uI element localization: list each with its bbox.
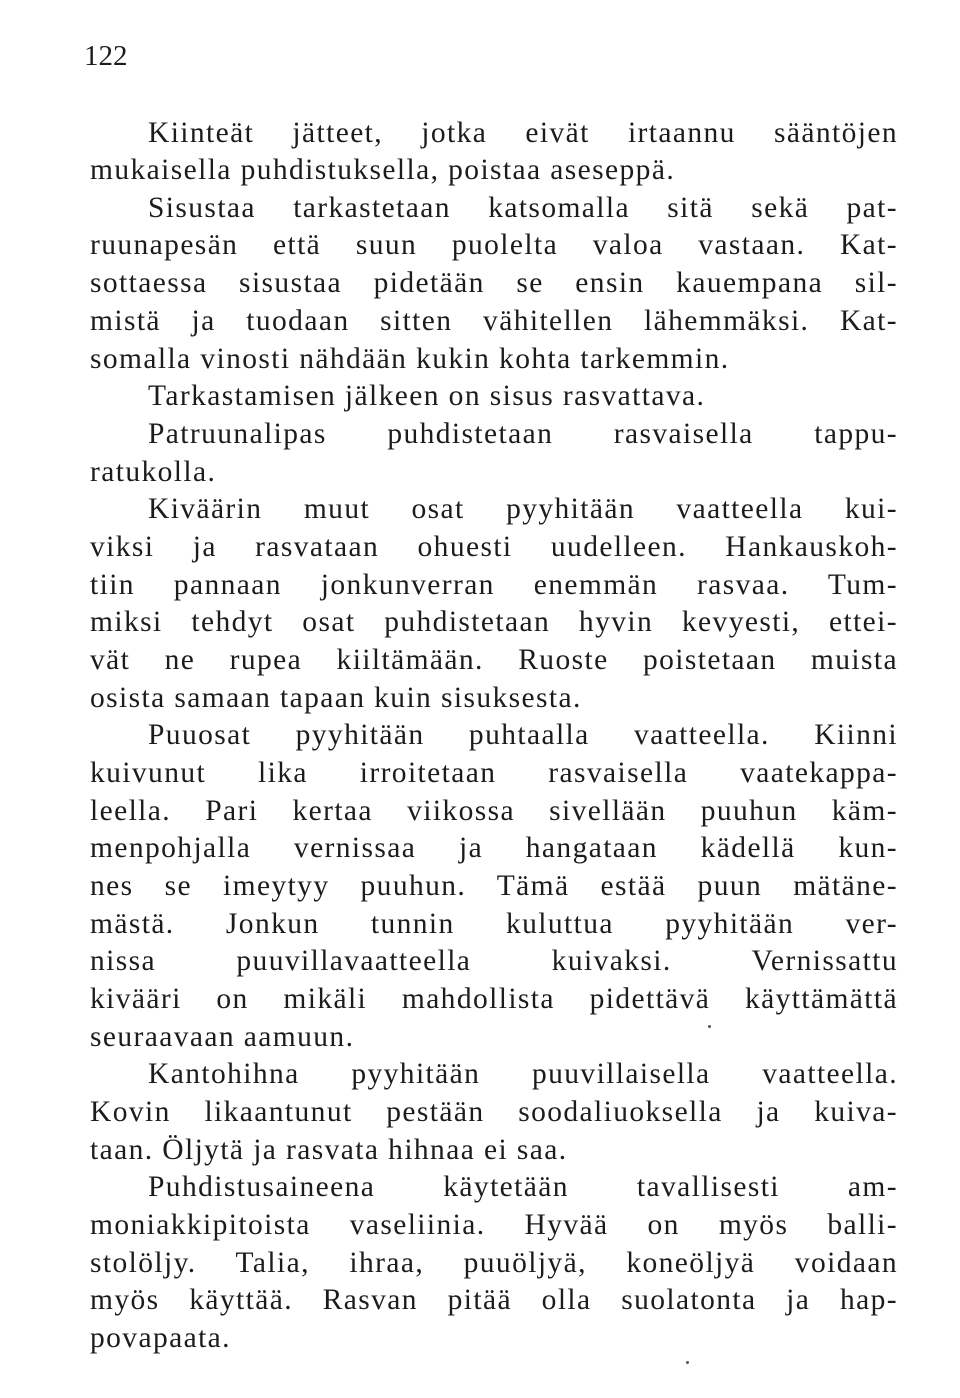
text-line: mukaisella puhdistuksella, poistaa aseseppä. [90,154,676,186]
text-line: leella. Pari kertaa viikossa sivellään puuhun käm- [90,795,898,827]
text-line: stolöljy. Talia, ihraa, puuöljyä, koneöljyä voidaan [90,1247,898,1279]
text-line: Puuosat pyyhitään puhtaalla vaatteella. Kiinni [148,719,898,751]
text-line: nes se imeytyy puuhun. Tämä estää puun mätäne- [90,870,898,902]
print-speck [708,1025,711,1028]
text-line: kivääri on mikäli mahdollista pidettävä käyttämättä [90,983,898,1015]
text-line: ratukolla. [90,456,217,488]
page-number: 122 [84,40,128,72]
text-line: nissa puuvillavaatteella kuivaksi. Vernissattu [90,945,898,977]
text-line: sottaessa sisustaa pidetään se ensin kauempana sil- [90,267,898,299]
text-line: vät ne rupea kiiltämään. Ruoste poistetaan muista [90,644,898,676]
text-line: tiin pannaan jonkunverran enemmän rasvaa. Tum- [90,569,898,601]
text-line: moniakkipitoista vaseliinia. Hyvää on myös balli- [90,1209,898,1241]
text-line: somalla vinosti nähdään kukin kohta tarkemmin. [90,343,730,375]
text-line: miksi tehdyt osat puhdistetaan hyvin kevyesti, ettei- [90,606,898,638]
text-line: Kovin likaantunut pestään soodaliuoksella ja kuiva- [90,1096,898,1128]
text-line: myös käyttää. Rasvan pitää olla suolatonta ja hap- [90,1284,898,1316]
text-line: osista samaan tapaan kuin sisuksesta. [90,682,582,714]
text-line: Sisustaa tarkastetaan katsomalla sitä sekä pat- [148,192,898,224]
text-line: mistä ja tuodaan sitten vähitellen lähemmäksi. Kat- [90,305,898,337]
text-line: Patruunalipas puhdistetaan rasvaisella tappu- [148,418,898,450]
text-line: Kiväärin muut osat pyyhitään vaatteella kui- [148,493,898,525]
text-line: seuraavaan aamuun. [90,1021,355,1053]
text-line: Tarkastamisen jälkeen on sisus rasvattava. [148,380,706,412]
text-line: taan. Öljytä ja rasvata hihnaa ei saa. [90,1134,568,1166]
text-line: Puhdistusaineena käytetään tavallisesti am- [148,1171,898,1203]
text-line: Kiinteät jätteet, jotka eivät irtaannu sääntöjen [148,117,898,149]
text-line: viksi ja rasvataan ohuesti uudelleen. Hankauskoh- [90,531,898,563]
text-line: mästä. Jonkun tunnin kuluttua pyyhitään ver- [90,908,898,940]
text-line: Kantohihna pyyhitään puuvillaisella vaatteella. [148,1058,898,1090]
text-line: menpohjalla vernissaa ja hangataan kädellä kun- [90,832,898,864]
text-line: povapaata. [90,1322,231,1354]
text-line: kuivunut lika irroitetaan rasvaisella vaatekappa- [90,757,898,789]
print-speck [686,1361,689,1364]
text-line: ruunapesän että suun puolelta valoa vastaan. Kat- [90,229,898,261]
